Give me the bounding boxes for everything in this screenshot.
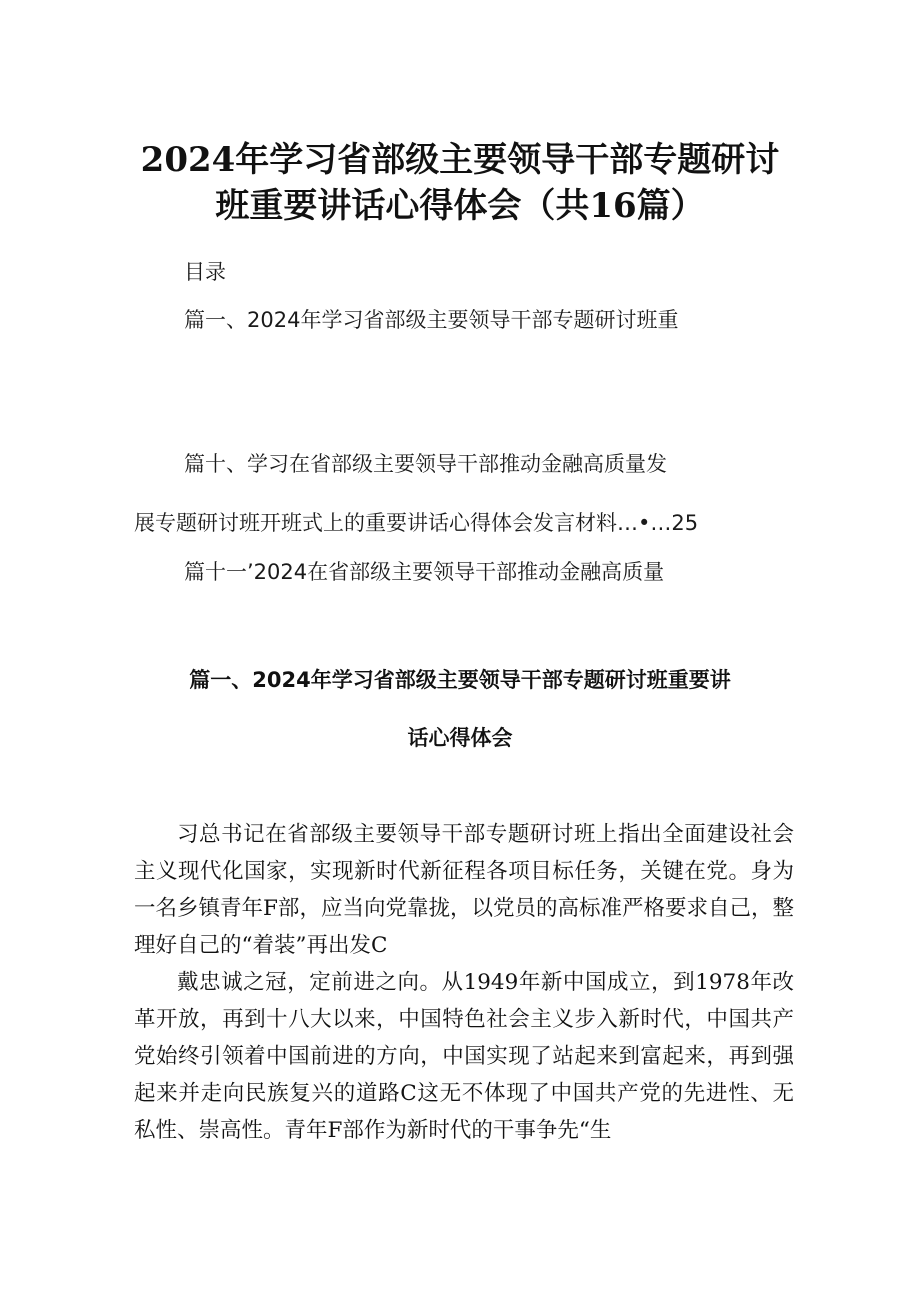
toc-item: 篇十、学习在省部级主要领导干部推动金融高质量发 (184, 452, 667, 476)
document-title-line2: 班重要讲话心得体会（共16篇） (215, 186, 705, 226)
toc-item: 篇十一’2024在省部级主要领导干部推动金融高质量 (184, 560, 665, 584)
document-title-line1: 2024年学习省部级主要领导干部专题研讨 (140, 140, 780, 180)
body-paragraph: 习总书记在省部级主要领导干部专题研讨班上指出全面建设社会主义现代化国家，实现新时代新征程各项目标任务，关键在党。身为一名乡镇青年F部，应当向党靠拢，以党员的高标准严格要求自己，整理好自己的“着装”再出发C (134, 822, 794, 958)
toc-item: 展专题研讨班开班式上的重要讲话心得体会发言材料…•…25 (134, 511, 699, 535)
body-paragraph: 戴忠诚之冠，定前进之向。从1949年新中国成立，到1978年改革开放，再到十八大以来，中国特色社会主义步入新时代，中国共产党始终引领着中国前进的方向，中国实现了站起来到富起来，再到强起来并走向民族复兴的道路C这无不体现了中国共产党的先进性、无私性、崇高性。青年F部作为新时代的干事争先“生 (134, 970, 794, 1143)
toc-heading: 目录 (184, 260, 226, 284)
section-heading-line1: 篇一、2024年学习省部级主要领导干部专题研讨班重要讲 (189, 668, 731, 692)
section-heading-line2: 话心得体会 (407, 726, 513, 750)
toc-item: 篇一、2024年学习省部级主要领导干部专题研讨班重 (184, 308, 679, 332)
